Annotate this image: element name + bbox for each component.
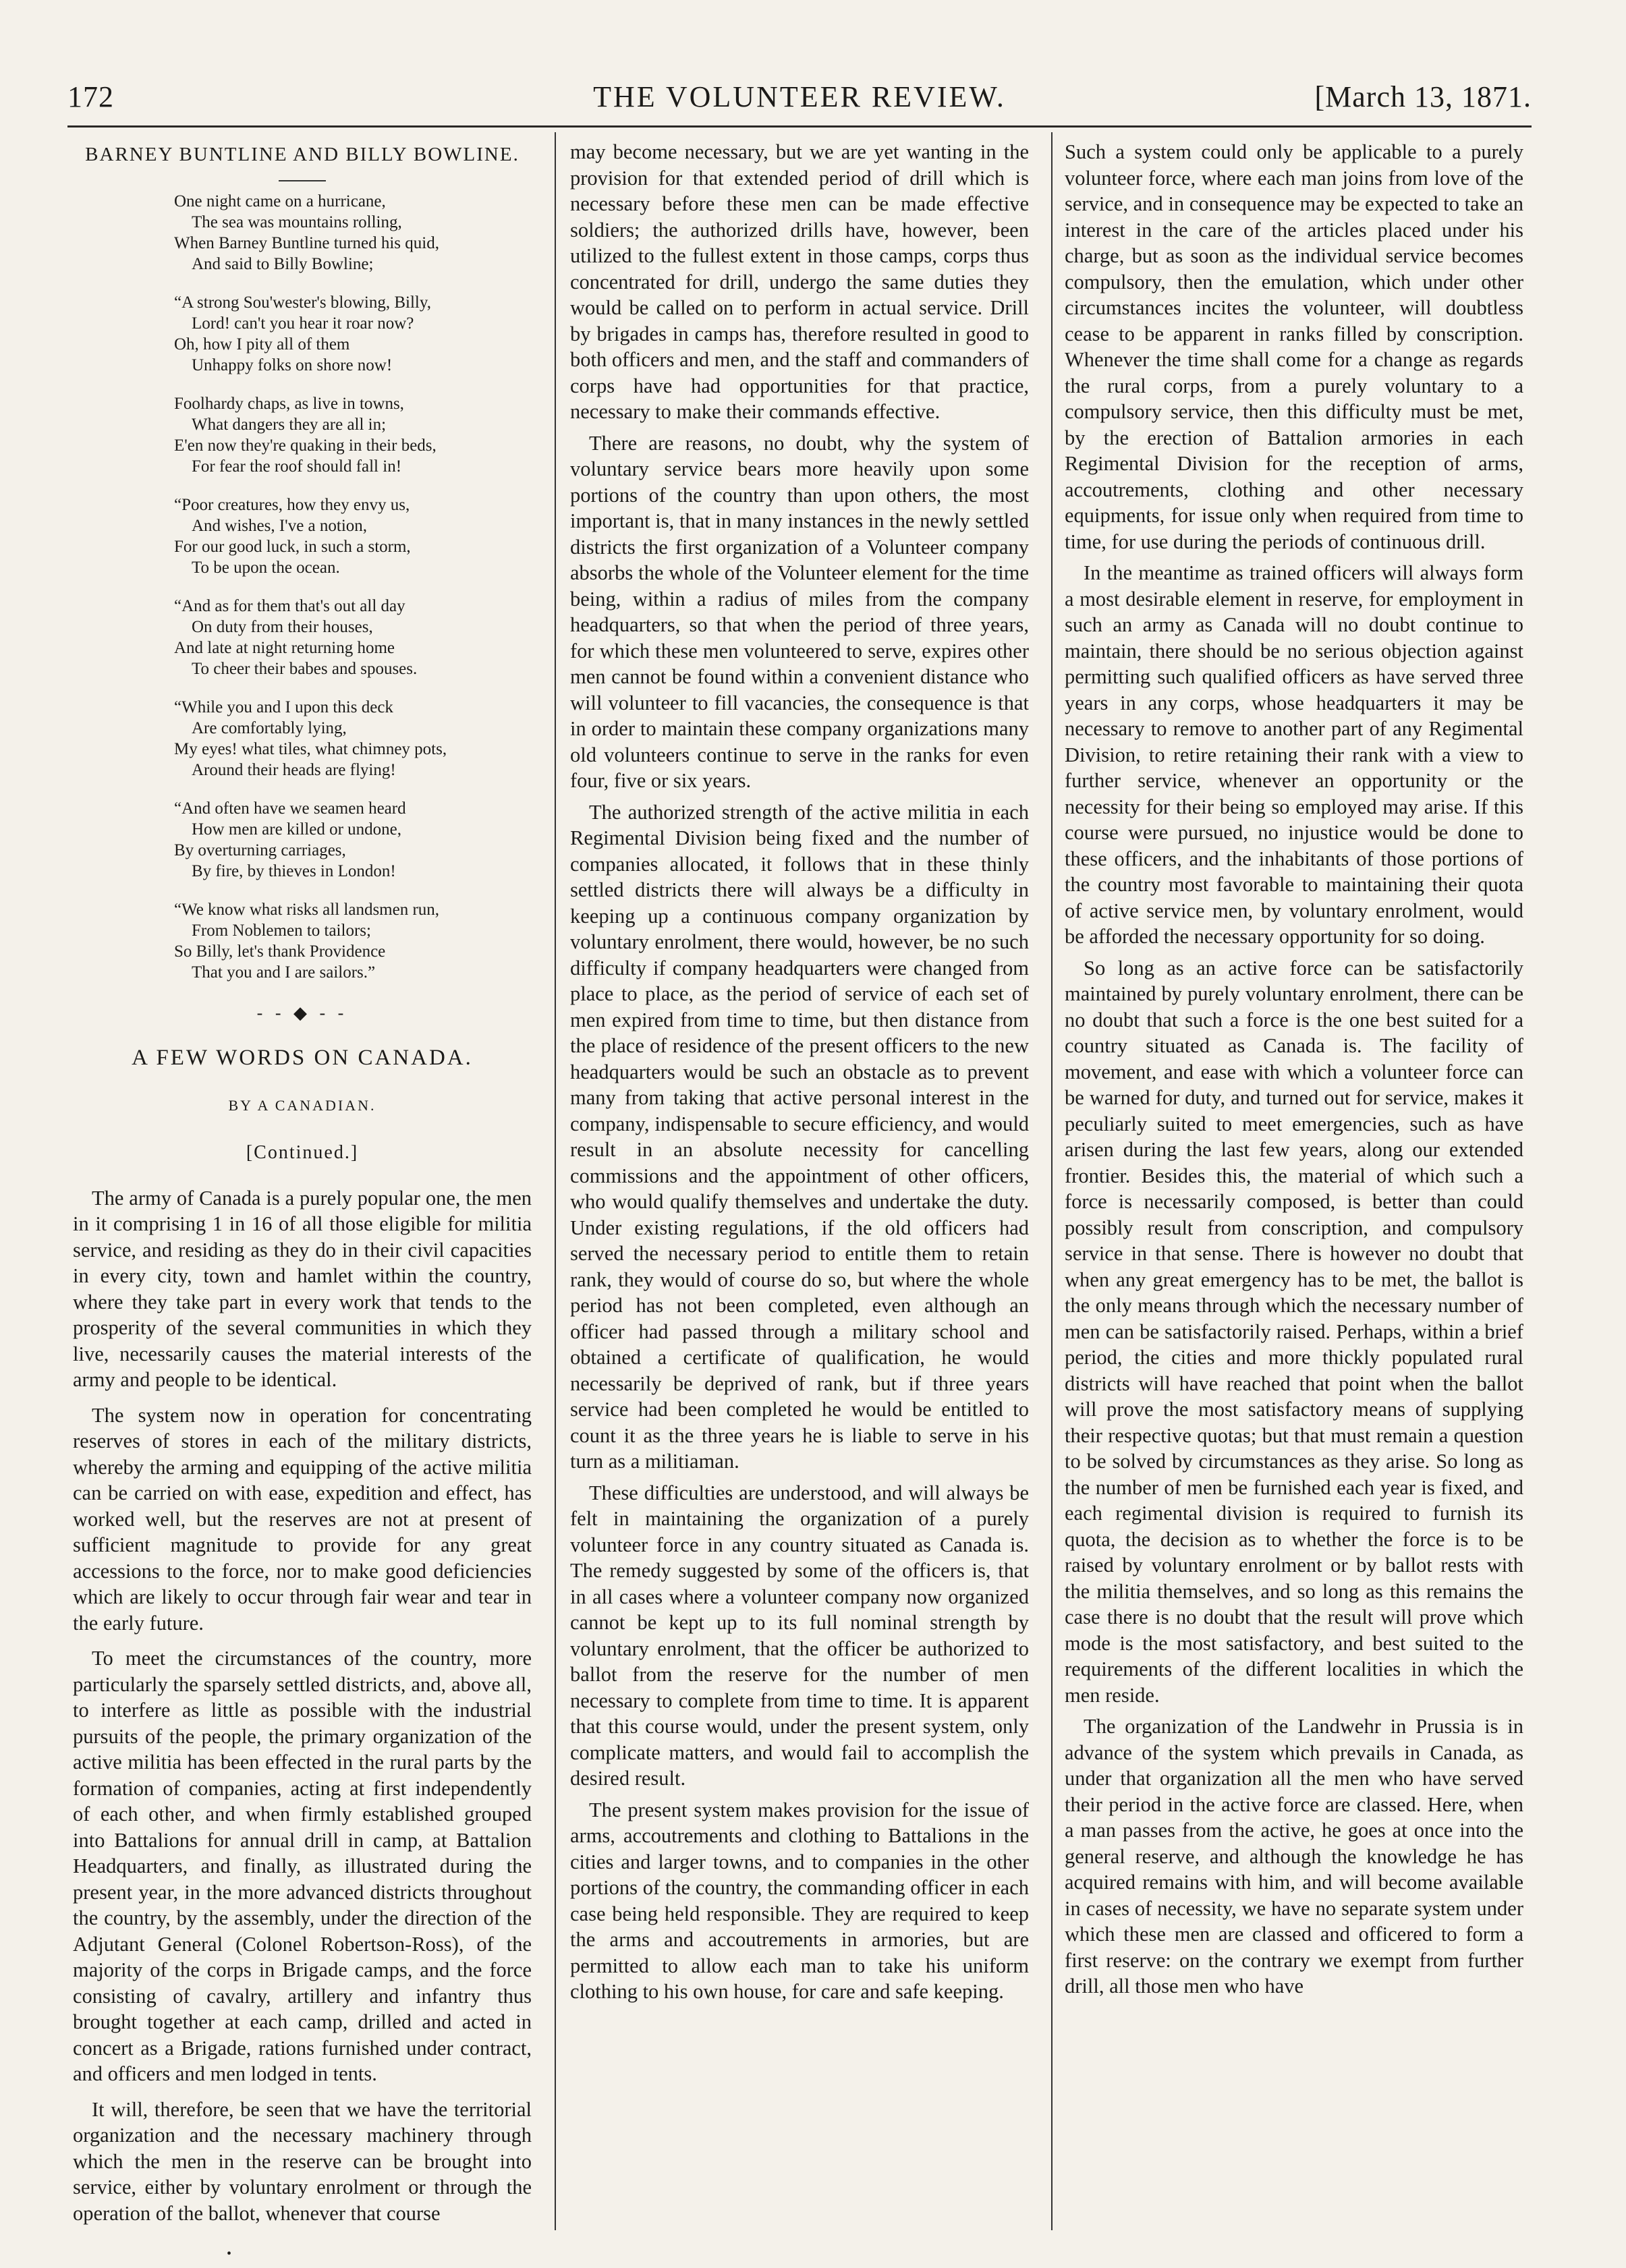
poem-stanza <box>73 393 532 477</box>
paragraph: It will, therefore, be seen that we have the territorial organization and the necessary machinery through which the men in the reserve can be brought into service, either by voluntary enrolment or through the operation of the ballot, whenever that course <box>73 2097 532 2225</box>
poem-stanza <box>73 697 532 781</box>
poem-line: Lord! can't you hear it roar now? <box>192 314 414 333</box>
poem-line: So Billy, let's thank Providence <box>174 942 386 961</box>
paragraph: Such a system could only be applicable to a purely volunteer force, where each man joins from love of the service, and in consequence may be expected to take an interest in the care of the articles placed under his charge, but as soon as the individual service becomes compulsory, then the emulation, which under other circumstances incites the volunteer, will doubtless cease to be apparent in ranks filled by conscription. Whenever the time shall come for a change as regards the rural corps, from a purely voluntary to a compulsory service, then this difficulty must be met, by the erection of Battalion armories in each Regimental Division for the reception of arms, accoutrements, clothing and other necessary equipments, for issue only when required from time to time, for use during the periods of continuous drill. <box>1065 140 1523 553</box>
poem-line: Around their heads are flying! <box>192 760 396 779</box>
paragraph: The authorized strength of the active militia in each Regimental Division being fixed and the number of companies allocated, it follows that in these thinly settled districts there will always be a difficulty in keeping up a continuous company organization by voluntary enrolment, there would, however, be no such difficulty if company headquarters were changed from place to place, as the period of service of each set of men expired from time to time, but then distance from the place of residence of the present officers to the new headquarters would be such an obstacle as to prevent many from taking that active personal interest in the company, indispensable to secure efficiency, and would result in an absolute necessity for cancelling commissions and the appointment of other officers, who would qualify themselves and undertake the duty. Under existing regulations, if the old officers had served the necessary period to entitle them to retain rank, they would of course do so, but where the whole period has not been completed, even although an officer had passed through a military school and obtained a certificate of qualification, he would necessarily be deprived of rank, but if three years service had been completed he would be entitled to count it as the three years he is liable to serve in his turn as a militiaman. <box>570 800 1029 1473</box>
paragraph: The present system makes provision for the issue of arms, accoutrements and clothing to Battalions in the cities and larger towns, and to companies in the other portions of the country, the commanding officer in each case being held responsible. They are required to keep the arms and accoutrements in armories, but are permitted to allow each man to take his uniform clothing to his own house, for care and safe keeping. <box>570 1798 1029 2003</box>
poem-body <box>73 191 532 983</box>
poem-line: To be upon the ocean. <box>192 558 340 577</box>
poem-line: For fear the roof should fall in! <box>192 457 402 476</box>
continued-label: [Continued.] <box>246 1142 359 1163</box>
paragraph: The system now in operation for concentrating reserves of stores in each of the military districts, whereby the arming and equipping of the active militia can be carried on with ease, expedition and effect, has worked well, but the reserves are not at present of sufficient magnitude to provide for any great accessions to the force, nor to make good deficiencies which are likely to occur through fair wear and tear in the early future. <box>73 1403 532 1635</box>
poem-line: And said to Billy Bowline; <box>192 254 374 273</box>
page-header <box>67 80 1532 120</box>
column-divider <box>1051 132 1053 2230</box>
header-rule <box>67 125 1532 127</box>
poem-title: BARNEY BUNTLINE AND BILLY BOWLINE. <box>85 144 520 165</box>
poem-line: “We know what risks all landsmen run, <box>174 900 440 919</box>
page-number: 172 <box>67 80 114 113</box>
article-title: A FEW WORDS ON CANADA. <box>132 1046 473 1070</box>
poem-line: “And often have we seamen heard <box>174 799 406 818</box>
poem-line: My eyes! what tiles, what chimney pots, <box>174 739 447 758</box>
paragraph: So long as an active force can be satisfactorily maintained by purely voluntary enrolment, there can be no doubt that such a force is the one best suited for a country situated as Canada is. The facility of movement, and ease with which a volunteer force can be warned for duty, and turned out for service, makes it peculiarly suited to meet emergencies, such as have arisen during the last few years, along our extended frontier. Besides this, the material of which such a force is necessarily composed, is better than could possibly result from conscription, and compulsory service in that sense. There is however no doubt that when any great emergency has to be met, the ballot is the only means through which the necessary number of men can be satisfactorily raised. Perhaps, within a brief period, the cities and more thickly populated rural districts will have reached that point when the ballot will prove the most satisfactory means of supplying their respective quotas; but that must remain a question to be solved by circumstances as they arise. So long as the number of men be furnished each year is fixed, and each regimental division is required to furnish its quota, the decision as to whether the force is to be raised by voluntary enrolment or by ballot rests with the militia themselves, and so long as this remains the case there is no doubt that the result will prove which mode is the most satisfactory, and best suited to the requirements of the different localities in which the men reside. <box>1065 956 1523 1707</box>
poem-stanza <box>73 191 532 275</box>
poem-line: On duty from their houses, <box>192 617 373 636</box>
poem-line: Foolhardy chaps, as live in towns, <box>174 394 404 413</box>
paragraph: To meet the circumstances of the country, more particularly the sparsely settled districts, and, above all, to interfere as little as possible with the industrial pursuits of the people, the primary organization of the active militia has been effected in the rural parts by the formation of companies, acting at first independently of each other, and when firmly established grouped into Battalions for annual drill in camp, at Battalion Headquarters, and finally, as illustrated during the present year, in the more advanced districts throughout the country, by the assembly, under the direction of the Adjutant General (Colonel Robertson-Ross), of the majority of the corps in Brigade camps, and the force consisting of cavalry, artillery and infantry thus brought together at each camp, drilled and acted in concert as a Brigade, rations furnished under contract, and officers and men lodged in tents. <box>73 1647 532 2085</box>
poem-line: The sea was mountains rolling, <box>192 212 402 231</box>
poem-line: “Poor creatures, how they envy us, <box>174 495 410 514</box>
poem-line: “And as for them that's out all day <box>174 596 405 615</box>
poem-rule <box>279 180 326 181</box>
article-text <box>73 1185 532 2227</box>
paragraph: In the meantime as trained officers will always form a most desirable element in reserve, for employment in such an army as Canada will no doubt continue to maintain, there should be no serious objection against permitting such qualified officers as have served three years in any corps, whose headquarters it may be necessary to remove to another part of any Regimental Division, to retire retaining their rank with a view to further service, whenever an opportunity or the necessity for their being so employed may arise. If this course were pursued, no injustice would be done to these officers, and the inhabitants of those portions of the country most favorable to maintaining their quota of active service men, by voluntary enrolment, would be afforded the necessary opportunity for so doing. <box>1065 561 1523 948</box>
poem-line: For our good luck, in such a storm, <box>174 537 411 556</box>
article-text <box>570 139 1029 2005</box>
poem-line: What dangers they are all in; <box>192 415 387 434</box>
poem-line: And late at night returning home <box>174 638 395 657</box>
separator-ornament: - - ◆ - - <box>256 1002 348 1023</box>
poem-line: Unhappy folks on shore now! <box>192 356 393 374</box>
poem-line: By overturning carriages, <box>174 841 346 859</box>
poem-line: Are comfortably lying, <box>192 718 347 737</box>
poem-line: And wishes, I've a notion, <box>192 516 368 535</box>
article-byline: BY A CANADIAN. <box>228 1096 376 1114</box>
poem-stanza <box>73 292 532 376</box>
poem-line: One night came on a hurricane, <box>174 192 386 210</box>
poem-line: To cheer their babes and spouses. <box>192 659 418 678</box>
paragraph: The organization of the Landwehr in Prussia is in advance of the system which prevails in Canada, as under that organization all the men who have served their period in the active force are classed. Here, when a man passes from the active, he goes at once into the general reserve, and although the knowledge he has acquired remains with him, and will become available in cases of necessity, we have no separate system under which these men are classed and officered to form a first reserve: on the contrary we exempt from further drill, all those men who have <box>1065 1715 1523 1997</box>
paragraph: may become necessary, but we are yet wanting in the provision for that extended period of drill which is necessary before these men can be made effective soldiers; the authorized drills have, however, been utilized to the fullest extent in those camps, corps thus concentrated for drill, undergo the same duties they would be called on to perform in actual service. Drill by brigades in camps has, therefore resulted in good to both officers and men, and the staff and commanders of corps have had opportunities for that practice, necessary to make their commands effective. <box>570 140 1029 423</box>
masthead-title: THE VOLUNTEER REVIEW. <box>593 80 1006 113</box>
poem-line: “A strong Sou'wester's blowing, Billy, <box>174 293 431 312</box>
print-mark: • <box>227 2246 232 2261</box>
poem-line: When Barney Buntline turned his quid, <box>174 233 439 252</box>
poem-stanza <box>73 596 532 679</box>
poem-line: By fire, by thieves in London! <box>192 861 396 880</box>
poem-line: That you and I are sailors.” <box>192 963 376 982</box>
poem-stanza <box>73 899 532 983</box>
issue-date: [March 13, 1871. <box>1314 80 1532 113</box>
paragraph: There are reasons, no doubt, why the system of voluntary service bears more heavily upon some portions of the country than upon others, the most important is, that in many instances in the newly settled districts the first organization of a Volunteer company absorbs the whole of the Volunteer element for the time being, within a radius of miles from the company headquarters, so that when the period of three years, for which these men volunteered to serve, expires other men cannot be found within a convenient distance who will volunteer to fill vacancies, the consequence is that in order to maintain these company organizations many old volunteers continue to serve in the ranks for even four, five or six years. <box>570 431 1029 792</box>
poem-line: How men are killed or undone, <box>192 820 402 839</box>
column-divider <box>555 132 556 2230</box>
poem-line: “While you and I upon this deck <box>174 698 393 716</box>
poem-line: E'en now they're quaking in their beds, <box>174 436 437 455</box>
poem-stanza <box>73 798 532 882</box>
column-3 <box>1065 139 1523 2230</box>
column-1 <box>73 139 532 2230</box>
paragraph: The army of Canada is a purely popular one, the men in it comprising 1 in 16 of all those eligible for militia service, and residing as they do in their civil capacities in every city, town and hamlet within the country, where they take part in every work that tends to the prosperity of the several communities in which they live, necessarily causes the material interests of the army and people to be identical. <box>73 1186 532 1391</box>
paragraph: These difficulties are understood, and will always be felt in maintaining the organization of a purely volunteer force in any country situated as Canada is. The remedy suggested by some of the officers is, that in all cases where a volunteer company now organized cannot be kept up to its full nominal strength by voluntary enrolment, that the officer be authorized to ballot from the reserve for the number of men necessary to complete from time to time. It is apparent that this course would, under the present system, only complicate matters, and would fail to accomplish the desired result. <box>570 1481 1029 1790</box>
article-text <box>1065 139 1523 2000</box>
poem-stanza <box>73 494 532 578</box>
poem-line: Oh, how I pity all of them <box>174 335 350 353</box>
poem-line: From Noblemen to tailors; <box>192 921 371 940</box>
column-2 <box>570 139 1029 2230</box>
